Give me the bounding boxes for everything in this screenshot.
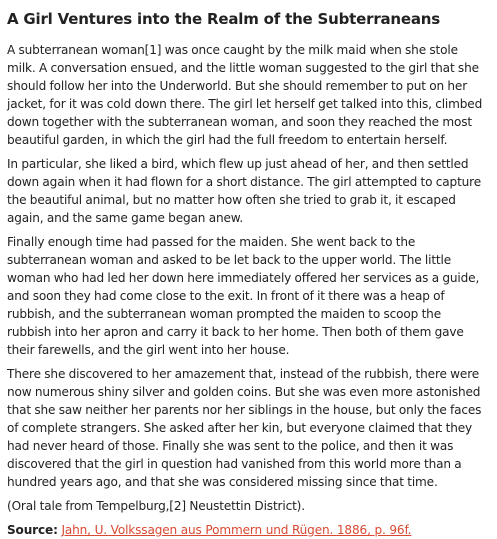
source-line [7, 521, 487, 539]
paragraph-5-attribution: (Oral tale from Tempelburg,[2] Neustettin District). [7, 499, 305, 513]
source-label: Source: [7, 523, 58, 537]
article-title: A Girl Ventures into the Realm of the Subterraneans [7, 10, 441, 28]
source-link[interactable]: Jahn, U. Volkssagen aus Pommern und Rügen. 1886, p. 96f. [61, 523, 412, 537]
paragraph-1: A subterranean woman[1] was once caught by the milk maid when she stole milk. A conversation ensued, and the little woman suggested to the girl that she should follow her into the Underworld. But she should remember to put on her jacket, for it was cold down there. The girl let herself get talked into this, climbed down together with the subterranean woman, and soon they reached the most beautiful garden, in which the girl had the full freedom to entertain herself. [7, 43, 483, 147]
article [7, 10, 487, 539]
paragraph-2: In particular, she liked a bird, which flew up just ahead of her, and then settled down again when it had flown for a short distance. The girl attempted to capture the beautiful animal, but no matter how often she tried to grab it, it escaped again, and the same game began anew. [7, 157, 482, 225]
paragraph-3: Finally enough time had passed for the maiden. She went back to the subterranean woman and asked to be let back to the upper world. The little woman who had led her down here immediately offered her services as a guide, and soon they had come close to the exit. In front of it there was a heap of rubbish, and the subterranean woman prompted the maiden to scoop the rubbish into her apron and carry it back to her home. Then both of them gave their farewells, and the girl went into her house. [7, 235, 480, 357]
paragraph-4: There she discovered to her amazement that, instead of the rubbish, there were now numerous shiny silver and golden coins. But she was even more astonished that she saw neither her parents nor her siblings in the house, but only the faces of complete strangers. She asked after her kin, but everyone claimed that they had never heard of those. Finally she was sent to the police, and then it was discovered that the girl in question had vanished from this world more than a hundred years ago, and that she was considered missing since that time. [7, 367, 482, 489]
